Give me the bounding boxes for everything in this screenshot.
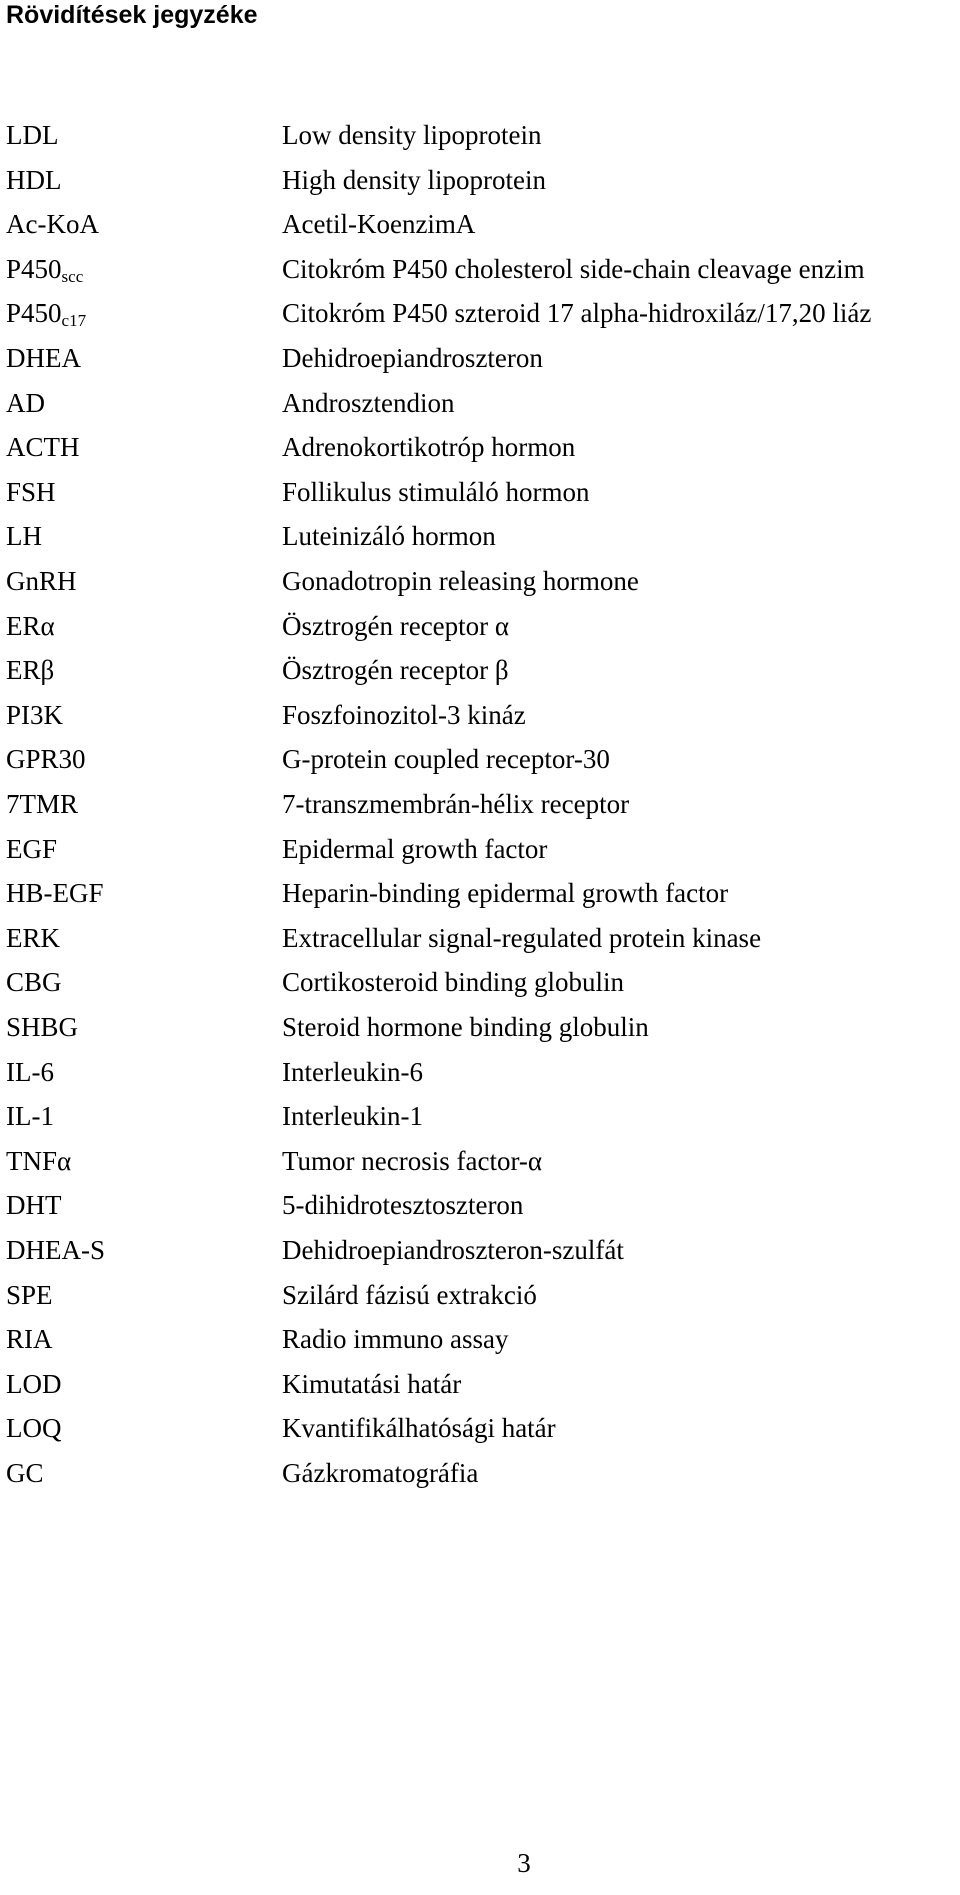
abbreviation-definition: Radio immuno assay: [282, 1324, 509, 1355]
abbreviation-term: [6, 1319, 53, 1359]
abbreviation-definition: Citokróm P450 szteroid 17 alpha-hidroxiláz/17,20 liáz: [282, 298, 872, 329]
abbreviation-row: [0, 739, 960, 779]
abbreviation-definition: Luteinizáló hormon: [282, 521, 496, 552]
abbreviation-definition: Kimutatási határ: [282, 1368, 462, 1399]
abbreviation-row: [0, 204, 960, 244]
abbreviation-term: [6, 204, 99, 244]
abbreviation-definition: 5-dihidrotesztoszteron: [282, 1190, 524, 1221]
abbreviation-term-text: LH: [6, 521, 42, 552]
abbreviation-row: [0, 115, 960, 155]
abbreviation-row: [0, 472, 960, 512]
abbreviation-term: [6, 383, 45, 423]
abbreviation-term: [6, 338, 81, 378]
abbreviation-term-text: GnRH: [6, 566, 77, 596]
abbreviation-row: [0, 1364, 960, 1404]
abbreviation-row: [0, 160, 960, 200]
abbreviation-definition: Szilárd fázisú extrakció: [282, 1279, 537, 1310]
abbreviation-term-text: CBG: [6, 967, 62, 998]
abbreviation-term-text: DHEA: [6, 343, 81, 373]
abbreviation-definition: Interleukin-1: [282, 1101, 423, 1132]
abbreviation-term-text: ERβ: [6, 655, 55, 686]
abbreviation-term: [6, 784, 78, 824]
abbreviation-term-text: HDL: [6, 164, 62, 195]
abbreviation-term: [6, 1052, 54, 1092]
abbreviation-definition: Androsztendion: [282, 387, 455, 418]
abbreviation-row: [0, 1453, 960, 1493]
abbreviation-term: [6, 829, 57, 869]
abbreviation-term: [6, 249, 83, 289]
abbreviation-term: [6, 115, 58, 155]
abbreviation-row: [0, 606, 960, 646]
abbreviation-row: [0, 1007, 960, 1047]
abbreviation-term: [6, 918, 60, 958]
abbreviation-row: [0, 1408, 960, 1448]
abbreviation-term-text: P450: [6, 298, 62, 329]
abbreviation-term-text: IL-1: [6, 1101, 54, 1132]
abbreviation-term: [6, 516, 42, 556]
abbreviation-row: [0, 1185, 960, 1225]
abbreviation-term-text: FSH: [6, 476, 56, 507]
abbreviation-definition: 7-transzmembrán-hélix receptor: [282, 789, 630, 819]
abbreviation-term: [6, 1453, 44, 1493]
abbreviation-row: [0, 1141, 960, 1181]
abbreviation-definition: G-protein coupled receptor-30: [282, 744, 610, 775]
abbreviation-term: [6, 293, 86, 333]
page-title: Rövidítések jegyzéke: [6, 1, 258, 29]
abbreviation-term-text: 7TMR: [6, 789, 79, 819]
abbreviation-term: [6, 1141, 71, 1181]
abbreviation-term-text: GC: [6, 1458, 44, 1488]
abbreviation-definition: Kvantifikálhatósági határ: [282, 1413, 556, 1444]
abbreviation-row: [0, 695, 960, 735]
abbreviation-definition: Gonadotropin releasing hormone: [282, 566, 639, 596]
abbreviation-term-text: SHBG: [6, 1012, 79, 1042]
abbreviation-term: [6, 695, 63, 735]
abbreviation-term-text: RIA: [6, 1324, 53, 1355]
abbreviation-row: [0, 249, 960, 289]
abbreviation-definition: Foszfoinozitol-3 kináz: [282, 699, 526, 730]
abbreviation-definition: Ösztrogén receptor α: [282, 610, 510, 641]
abbreviation-term-text: GPR30: [6, 744, 86, 775]
abbreviation-term-text: IL-6: [6, 1056, 54, 1087]
abbreviation-row: [0, 650, 960, 690]
abbreviation-definition: Extracellular signal-regulated protein kinase: [282, 922, 762, 953]
abbreviation-term-text: AD: [6, 387, 45, 418]
abbreviation-term: [6, 1007, 78, 1047]
abbreviation-definition: Interleukin-6: [282, 1056, 423, 1087]
abbreviation-definition: Ösztrogén receptor β: [282, 655, 509, 686]
abbreviation-row: [0, 962, 960, 1002]
abbreviation-term: [6, 1364, 62, 1404]
abbreviation-term-text: ERα: [6, 610, 55, 641]
abbreviation-term-text: ERK: [6, 922, 60, 953]
abbreviation-term-text: TNFα: [6, 1145, 72, 1176]
abbreviation-row: [0, 338, 960, 378]
abbreviation-term: [6, 739, 86, 779]
abbreviation-definition: Epidermal growth factor: [282, 833, 548, 864]
abbreviation-definition: Dehidroepiandroszteron: [282, 343, 543, 373]
abbreviation-term-text: DHT: [6, 1190, 62, 1221]
abbreviation-term-subscript: scc: [61, 266, 84, 286]
abbreviation-row: [0, 918, 960, 958]
abbreviation-term-text: LOD: [6, 1368, 62, 1399]
abbreviation-term: [6, 160, 62, 200]
abbreviation-term: [6, 873, 104, 913]
abbreviation-term-text: PI3K: [6, 699, 64, 730]
abbreviation-definition: Low density lipoprotein: [282, 120, 542, 150]
abbreviation-definition: Adrenokortikotróp hormon: [282, 432, 576, 463]
abbreviation-term: [6, 962, 62, 1002]
abbreviation-row: [0, 1096, 960, 1136]
abbreviation-definition: Steroid hormone binding globulin: [282, 1012, 649, 1042]
abbreviation-definition: Heparin-binding epidermal growth factor: [282, 878, 729, 909]
abbreviation-term-text: LDL: [6, 120, 59, 150]
abbreviation-term: [6, 1230, 105, 1270]
abbreviation-row: [0, 383, 960, 423]
abbreviation-term: [6, 427, 80, 467]
abbreviation-row: [0, 427, 960, 467]
abbreviation-row: [0, 784, 960, 824]
abbreviation-term-text: EGF: [6, 833, 58, 864]
abbreviation-definition: Acetil-KoenzimA: [282, 209, 476, 240]
abbreviation-definition: Dehidroepiandroszteron-szulfát: [282, 1235, 624, 1265]
abbreviation-term-text: ACTH: [6, 432, 80, 463]
abbreviation-term-text: P450: [6, 253, 62, 284]
abbreviation-definition: Tumor necrosis factor-α: [282, 1145, 543, 1176]
abbreviation-definition: Citokróm P450 cholesterol side-chain cleavage enzim: [282, 253, 865, 284]
abbreviation-term-text: SPE: [6, 1279, 53, 1310]
abbreviation-term: [6, 606, 55, 646]
abbreviation-definition: Follikulus stimuláló hormon: [282, 476, 590, 507]
abbreviation-term-text: Ac-KoA: [6, 209, 99, 240]
abbreviation-term: [6, 1096, 54, 1136]
abbreviation-term: [6, 1185, 62, 1225]
abbreviation-term-text: LOQ: [6, 1413, 62, 1444]
abbreviation-term: [6, 561, 77, 601]
abbreviation-row: [0, 829, 960, 869]
abbreviation-term-text: DHEA-S: [6, 1235, 105, 1265]
page-number: 3: [517, 1848, 531, 1878]
abbreviation-term: [6, 650, 54, 690]
abbreviation-row: [0, 1319, 960, 1359]
abbreviation-definition: High density lipoprotein: [282, 164, 546, 195]
abbreviation-row: [0, 1230, 960, 1270]
abbreviation-row: [0, 561, 960, 601]
abbreviation-term: [6, 1408, 62, 1448]
abbreviation-definition: Gázkromatográfia: [282, 1458, 479, 1488]
abbreviation-term: [6, 472, 56, 512]
abbreviation-definition: Cortikosteroid binding globulin: [282, 967, 624, 998]
abbreviation-row: [0, 1052, 960, 1092]
abbreviation-row: [0, 1275, 960, 1315]
abbreviation-term: [6, 1275, 53, 1315]
abbreviation-term-subscript: c17: [61, 311, 87, 331]
abbreviation-row: [0, 516, 960, 556]
abbreviation-row: [0, 293, 960, 333]
abbreviation-row: [0, 873, 960, 913]
abbreviation-term-text: HB-EGF: [6, 878, 104, 909]
